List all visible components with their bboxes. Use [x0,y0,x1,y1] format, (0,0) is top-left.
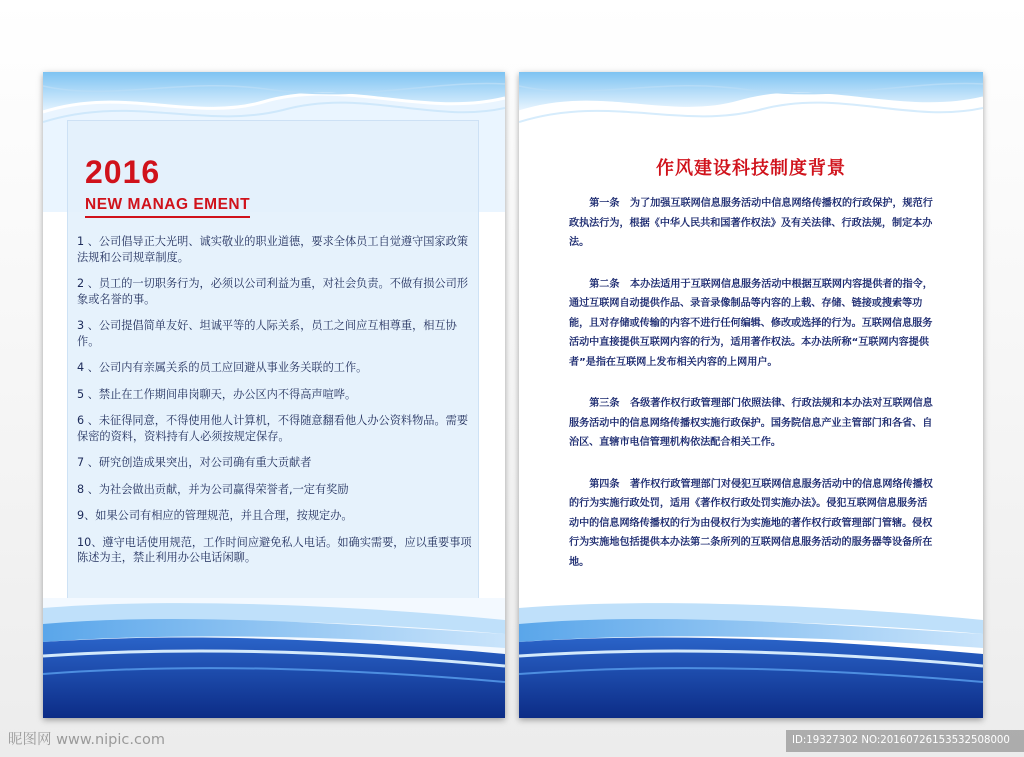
article-paragraph [569,394,937,453]
rule-item: 10、遵守电话使用规范，工作时间应避免私人电话。如确实需要，应以重要事项陈述为主，禁止利用办公电话闲聊。 [77,535,472,564]
article-text: 著作权行政管理部门对侵犯互联网信息服务活动中的信息网络传播权的行为实施行政处罚，适用《著作权行政处罚实施办法》。侵犯互联网信息服务活动中的信息网络传播权的行为由侵权行为实施地的著作权行政管理部门管辖。侵权行为实施地包括提供本办法第二条所列的互联网信息服务活动的服务器等设备所在地。 [569,478,933,568]
top-wave-decoration [519,72,983,212]
rule-item: 9、如果公司有相应的管理规范，并且合理，按规定办。 [77,509,353,522]
article-paragraph [569,475,937,573]
document-title: 作风建设科技制度背景 [656,158,846,179]
rule-item: 8 、为社会做出贡献，并为公司赢得荣誉者,一定有奖励 [77,482,349,496]
article-text: 本办法适用于互联网信息服务活动中根据互联网内容提供者的指令，通过互联网自动提供作品、录音录像制品等内容的上载、存储、链接或搜索等功能，且对存储或传输的内容不进行任何编辑、修改或选择的行为。互联网信息服务活动中直接提供互联网内容的行为，适用著作权法。本办法所称“互联网内容提供者”是指在互联网上发布相关内容的上网用户。 [569,278,933,368]
id-watermark: ID:19327302 NO:20160726153532508000 [786,730,1024,752]
article-heading: 第三条 [589,398,620,409]
rule-item: 6 、未征得同意，不得使用他人计算机，不得随意翻看他人办公资料物品。需要保密的资料，资料持有人必须按规定保存。 [77,414,469,443]
rule-item: 4 、公司内有亲属关系的员工应回避从事业务关联的工作。 [77,361,368,374]
article-heading: 第四条 [589,478,620,490]
rule-item: 5 、禁止在工作期间串岗聊天，办公区内不得高声喧哗。 [77,387,357,401]
article-heading: 第二条 [589,278,620,290]
rules-list [77,234,477,577]
article-paragraph [569,194,937,253]
subtitle-heading: NEW MANAG EMENT [85,196,250,218]
rule-item: 3 、公司提倡简单友好、坦诚平等的人际关系，员工之间应互相尊重，相互协作。 [77,319,457,348]
article-paragraph [569,275,937,373]
article-heading: 第一条 [589,198,620,209]
site-watermark: 昵图网 www.nipic.com [8,732,165,748]
rule-item: 2 、员工的一切职务行为，必须以公司利益为重，对社会负责。不做有损公司形象或名誉的事。 [77,277,469,306]
article-text: 为了加强互联网信息服务活动中信息网络传播权的行政保护，规范行政执法行为，根据《中华人民共和国著作权法》及有关法律、行政法规，制定本办法。 [569,198,933,248]
articles-block [569,194,937,594]
rule-item: 1 、公司倡导正大光明、诚实敬业的职业道德，要求全体员工自觉遵守国家政策法规和公司规章制度。 [77,235,469,264]
article-text: 各级著作权行政管理部门依照法律、行政法规和本办法对互联网信息服务活动中的信息网络传播权实施行政保护。国务院信息产业主管部门和各省、自治区、直辖市电信管理机构依法配合相关工作。 [569,398,933,448]
year-heading: 2016 [85,154,161,190]
poster-left [43,72,505,718]
bottom-wave-decoration [43,598,505,718]
poster-right [519,72,983,718]
rule-item: 7 、研究创造成果突出，对公司确有重大贡献者 [77,456,312,469]
bottom-wave-decoration [519,598,983,718]
